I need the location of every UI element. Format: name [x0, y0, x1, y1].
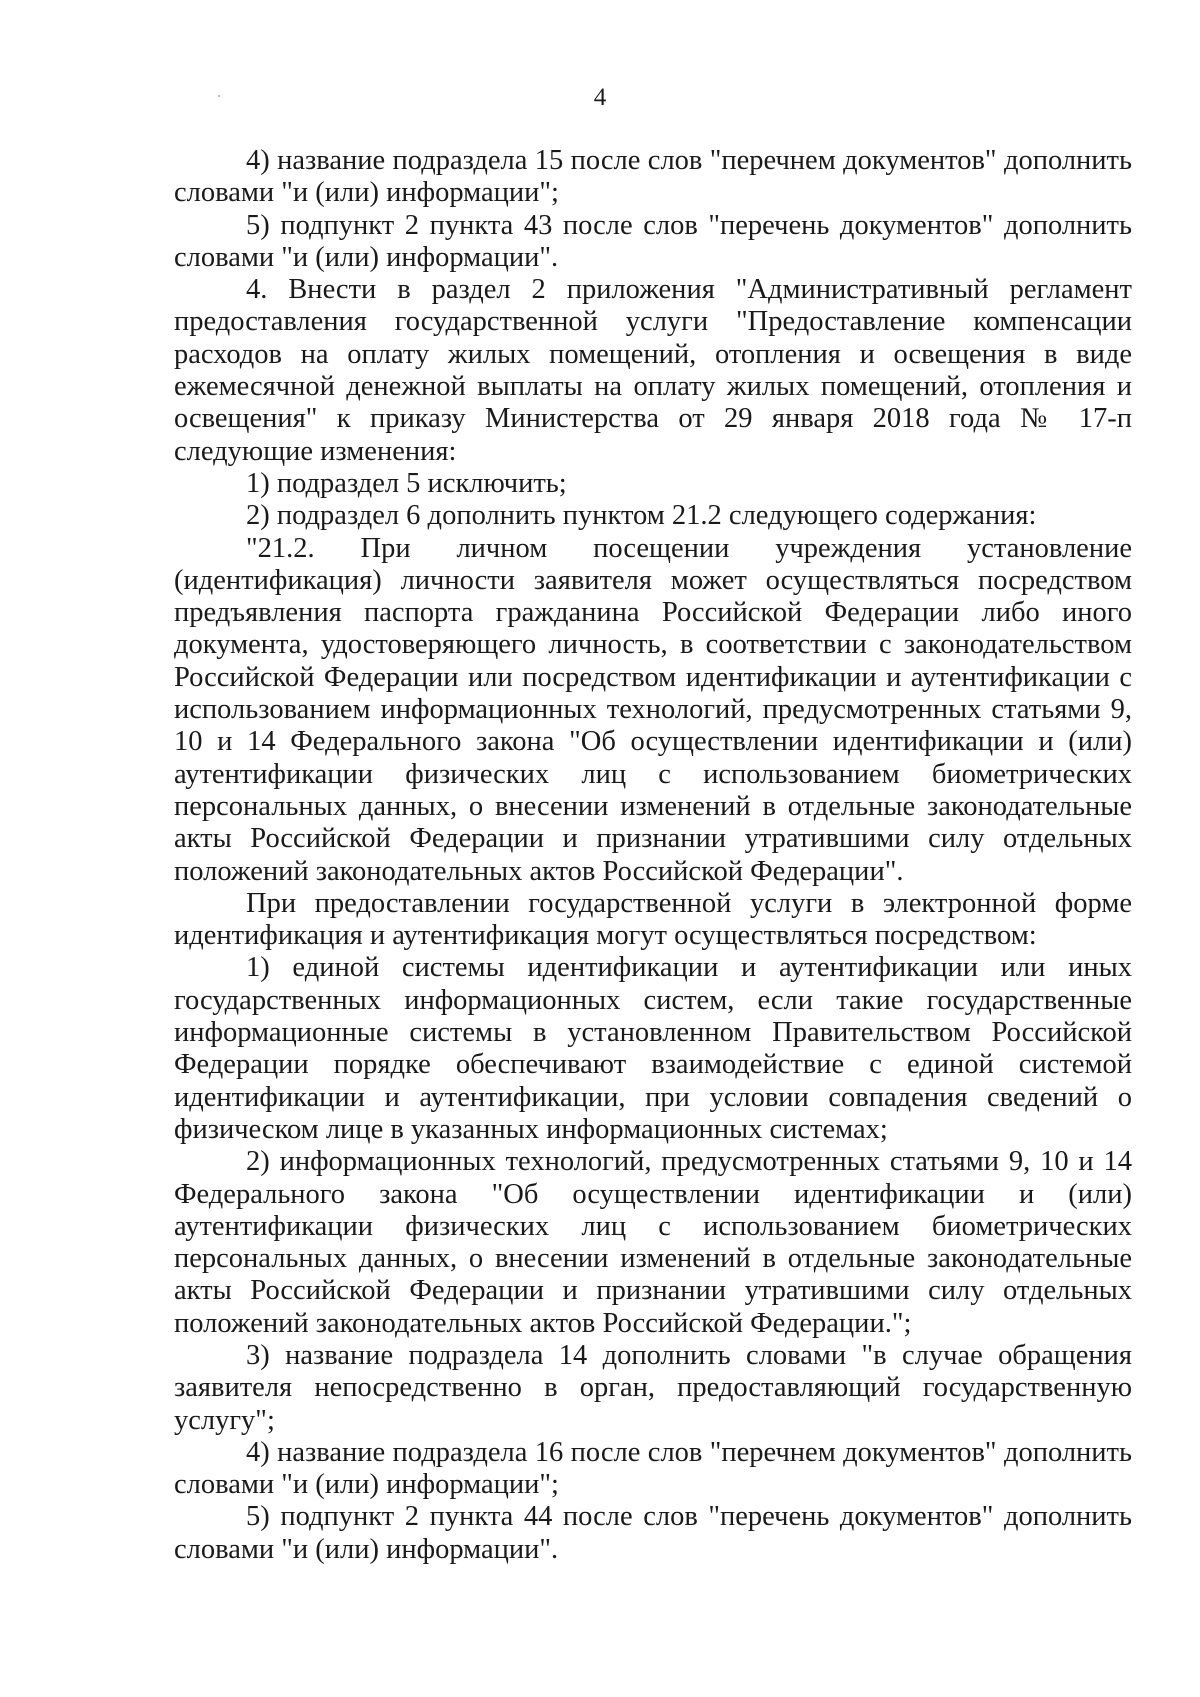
paragraph-item-4-subsection-16: 4) название подраздела 16 после слов "перечнем документов" дополнить словами "и (или) информации";	[174, 1436, 1132, 1501]
paragraph-item-5-subitem-43: 5) подпункт 2 пункта 43 после слов "перечень документов" дополнить словами "и (или) информации".	[174, 209, 1132, 273]
paragraph-item-4-subsection-15: 4) название подраздела 15 после слов "перечнем документов" дополнить словами "и (или) информации";	[174, 145, 1132, 209]
paragraph-section-4-intro: 4. Внести в раздел 2 приложения "Административный регламент предоставления государственной услуги "Предоставление компенсации расходов на оплату жилых помещений, отопления и освещения в виде ежемесячной денежной выплаты на оплату жилых помещений, отопления и освещения" к приказу Министерства от 29 января 2018 года № 17-п следующие изменения:	[174, 274, 1132, 467]
paragraph-information-technologies: 2) информационных технологий, предусмотренных статьями 9, 10 и 14 Федерального закона "Об осуществлении идентификации и (или) аутентификации физических лиц с использованием биометрических персональных данных, о внесении изменений в отдельные законодательные акты Российской Федерации и признании утратившими силу отдельных положений законодательных актов Российской Федерации.";	[174, 1146, 1132, 1339]
page-number: 4	[593, 84, 607, 111]
paragraph-item-1-exclude: 1) подраздел 5 исключить;	[246, 467, 567, 499]
paragraph-item-3-subsection-14: 3) название подраздела 14 дополнить словами "в случае обращения заявителя непосредственно в орган, предоставляющий государственную услугу";	[174, 1339, 1132, 1436]
document-body	[174, 145, 1132, 1566]
paragraph-quote-21-2: "21.2. При личном посещении учреждения установление (идентификация) личности заявителя может осуществляться посредством предъявления паспорта гражданина Российской Федерации либо иного документа, удостоверяющего личность, в соответствии с законодательством Российской Федерации или посредством идентификации и аутентификации с использованием информационных технологий, предусмотренных статьями 9, 10 и 14 Федерального закона "Об осуществлении идентификации и (или) аутентификации физических лиц с использованием биометрических персональных данных, о внесении изменений в отдельные законодательные акты Российской Федерации и признании утратившими силу отдельных положений законодательных актов Российской Федерации".	[174, 532, 1132, 887]
paragraph-unified-system: 1) единой системы идентификации и аутентификации или иных государственных информационных систем, если такие государственные информационные системы в установленном Правительством Российской Федерации порядке обеспечивают взаимодействие с единой системой идентификации и аутентификации, при условии совпадения сведений о физическом лице в указанных информационных системах;	[174, 952, 1132, 1145]
paragraph-item-5-subitem-44: 5) подпункт 2 пункта 44 после слов "перечень документов" дополнить словами "и (или) информации".	[174, 1501, 1132, 1565]
paragraph-electronic-form: При предоставлении государственной услуги в электронной форме идентификация и аутентификация могут осуществляться посредством:	[174, 887, 1132, 952]
paragraph-item-2-add: 2) подраздел 6 дополнить пунктом 21.2 следующего содержания:	[246, 500, 1037, 532]
